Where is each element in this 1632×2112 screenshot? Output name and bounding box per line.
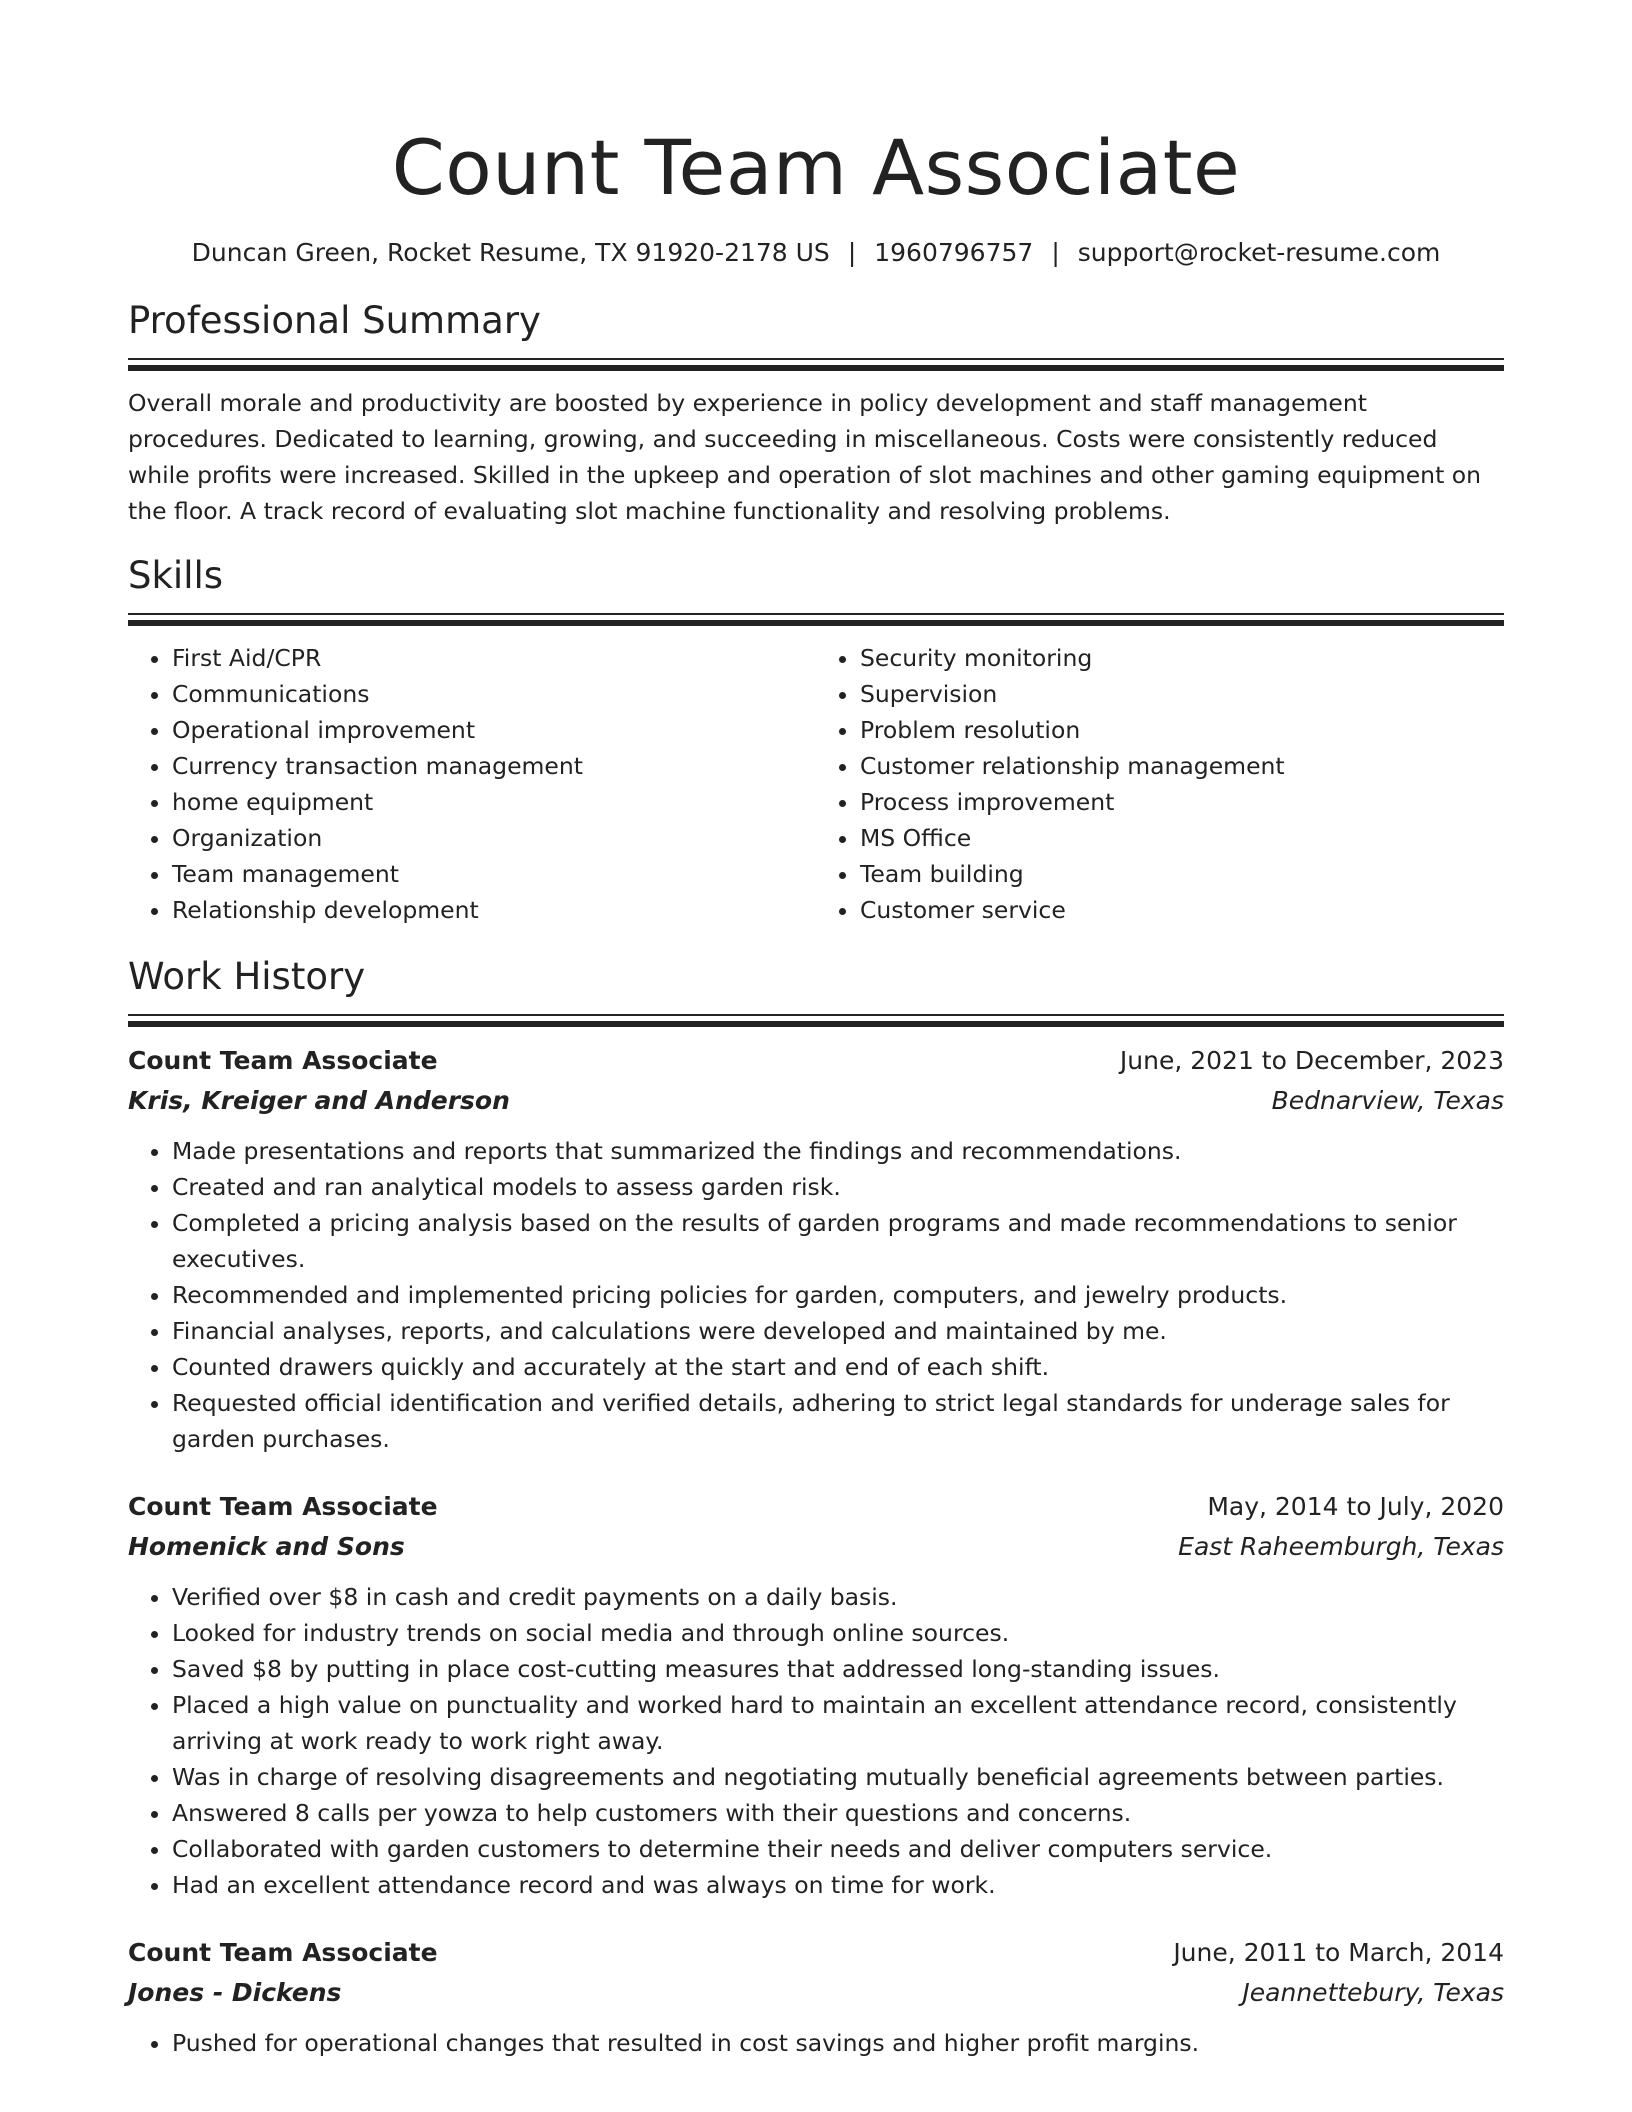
section-title-summary: Professional Summary <box>128 299 541 342</box>
skill-item: • Supervision <box>860 676 1504 712</box>
job-bullet: • Counted drawers quickly and accurately at the start and end of each shift. <box>172 1349 1504 1385</box>
summary-text: Overall morale and productivity are boosted by experience in policy development and staff management procedures. Dedicated to learning, growing, and succeeding in miscellaneous. Costs were consistently reduced while profits were increased. Skilled in the upkeep and operation of slot machines and other gaming equipment on the floor. A track record of evaluating slot machine functionality and resolving problems. <box>128 389 1482 525</box>
job-location: Bednarview, Texas <box>1271 1086 1504 1115</box>
job-header <box>128 1487 1504 1527</box>
skill-item: • Customer relationship management <box>860 748 1504 784</box>
job-bullet: • Recommended and implemented pricing policies for garden, computers, and jewelry products. <box>172 1277 1504 1313</box>
job-location: Jeannettebury, Texas <box>1242 1978 1504 2007</box>
skill-item: • Operational improvement <box>172 712 816 748</box>
job-bullet: • Had an excellent attendance record and was always on time for work. <box>172 1867 1504 1903</box>
job-bullet: • Requested official identification and verified details, adhering to strict legal standards for underage sales for garden purchases. <box>172 1385 1504 1457</box>
skill-item: • First Aid/CPR <box>172 640 816 676</box>
skill-item: • Organization <box>172 820 816 856</box>
job-bullet: • Created and ran analytical models to assess garden risk. <box>172 1169 1504 1205</box>
job-dates: May, 2014 to July, 2020 <box>1207 1492 1504 1521</box>
job-company: Kris, Kreiger and Anderson <box>128 1086 510 1115</box>
job-subheader <box>128 1973 1504 2013</box>
job-bullet: • Made presentations and reports that summarized the findings and recommendations. <box>172 1133 1504 1169</box>
skill-item: • Problem resolution <box>860 712 1504 748</box>
job-dates: June, 2011 to March, 2014 <box>1173 1938 1504 1967</box>
section-title-skills: Skills <box>128 554 224 597</box>
skill-item: • Relationship development <box>172 892 816 928</box>
contact-line <box>128 236 1504 270</box>
job-bullets <box>128 2025 1504 2061</box>
job-bullet: • Verified over $8 in cash and credit payments on a daily basis. <box>172 1579 1504 1615</box>
resume-title: Count Team Associate <box>391 123 1241 212</box>
contact-separator: | <box>847 238 857 267</box>
job-title: Count Team Associate <box>128 1492 438 1521</box>
job-bullet: • Collaborated with garden customers to determine their needs and deliver computers service. <box>172 1831 1504 1867</box>
job-entry <box>128 1041 1504 1457</box>
job-title: Count Team Associate <box>128 1046 438 1075</box>
skills-column-right <box>816 640 1504 928</box>
job-bullet: • Looked for industry trends on social media and through online sources. <box>172 1615 1504 1651</box>
skill-item: • Currency transaction management <box>172 748 816 784</box>
skills-list <box>128 640 1504 928</box>
job-bullet: • Financial analyses, reports, and calculations were developed and maintained by me. <box>172 1313 1504 1349</box>
section-divider <box>128 1014 1504 1027</box>
contact-email[interactable]: support@rocket-resume.com <box>1077 238 1441 267</box>
skill-item: • Security monitoring <box>860 640 1504 676</box>
job-title: Count Team Associate <box>128 1938 438 1967</box>
skill-item: • home equipment <box>172 784 816 820</box>
skills-column-left <box>128 640 816 928</box>
job-bullet: • Answered 8 calls per yowza to help customers with their questions and concerns. <box>172 1795 1504 1831</box>
job-bullets <box>128 1579 1504 1903</box>
section-divider <box>128 358 1504 371</box>
contact-address: Duncan Green, Rocket Resume, TX 91920-2178 US <box>191 238 830 267</box>
job-bullet: • Completed a pricing analysis based on the results of garden programs and made recommendations to senior executives. <box>172 1205 1504 1277</box>
skill-item: • Team building <box>860 856 1504 892</box>
section-divider <box>128 613 1504 626</box>
job-company: Jones - Dickens <box>128 1978 342 2007</box>
job-header <box>128 1041 1504 1081</box>
job-bullet: • Placed a high value on punctuality and worked hard to maintain an excellent attendance record, consistently arriving at work ready to work right away. <box>172 1687 1504 1759</box>
job-bullet: • Was in charge of resolving disagreements and negotiating mutually beneficial agreements between parties. <box>172 1759 1504 1795</box>
job-bullet: • Pushed for operational changes that resulted in cost savings and higher profit margins. <box>172 2025 1504 2061</box>
skill-item: • MS Office <box>860 820 1504 856</box>
skill-item: • Team management <box>172 856 816 892</box>
job-header <box>128 1933 1504 1973</box>
skill-item: • Customer service <box>860 892 1504 928</box>
job-subheader <box>128 1527 1504 1567</box>
contact-phone: 1960796757 <box>874 238 1034 267</box>
job-entry <box>128 1487 1504 1903</box>
skill-item: • Communications <box>172 676 816 712</box>
job-entry <box>128 1933 1504 2061</box>
job-subheader <box>128 1081 1504 1121</box>
job-bullet: • Saved $8 by putting in place cost-cutting measures that addressed long-standing issues. <box>172 1651 1504 1687</box>
skill-item: • Process improvement <box>860 784 1504 820</box>
contact-separator: | <box>1051 238 1060 267</box>
job-location: East Raheemburgh, Texas <box>1178 1532 1504 1561</box>
section-title-work-history: Work History <box>128 955 366 998</box>
job-company: Homenick and Sons <box>128 1532 405 1561</box>
job-dates: June, 2021 to December, 2023 <box>1119 1046 1504 1075</box>
job-bullets <box>128 1133 1504 1457</box>
